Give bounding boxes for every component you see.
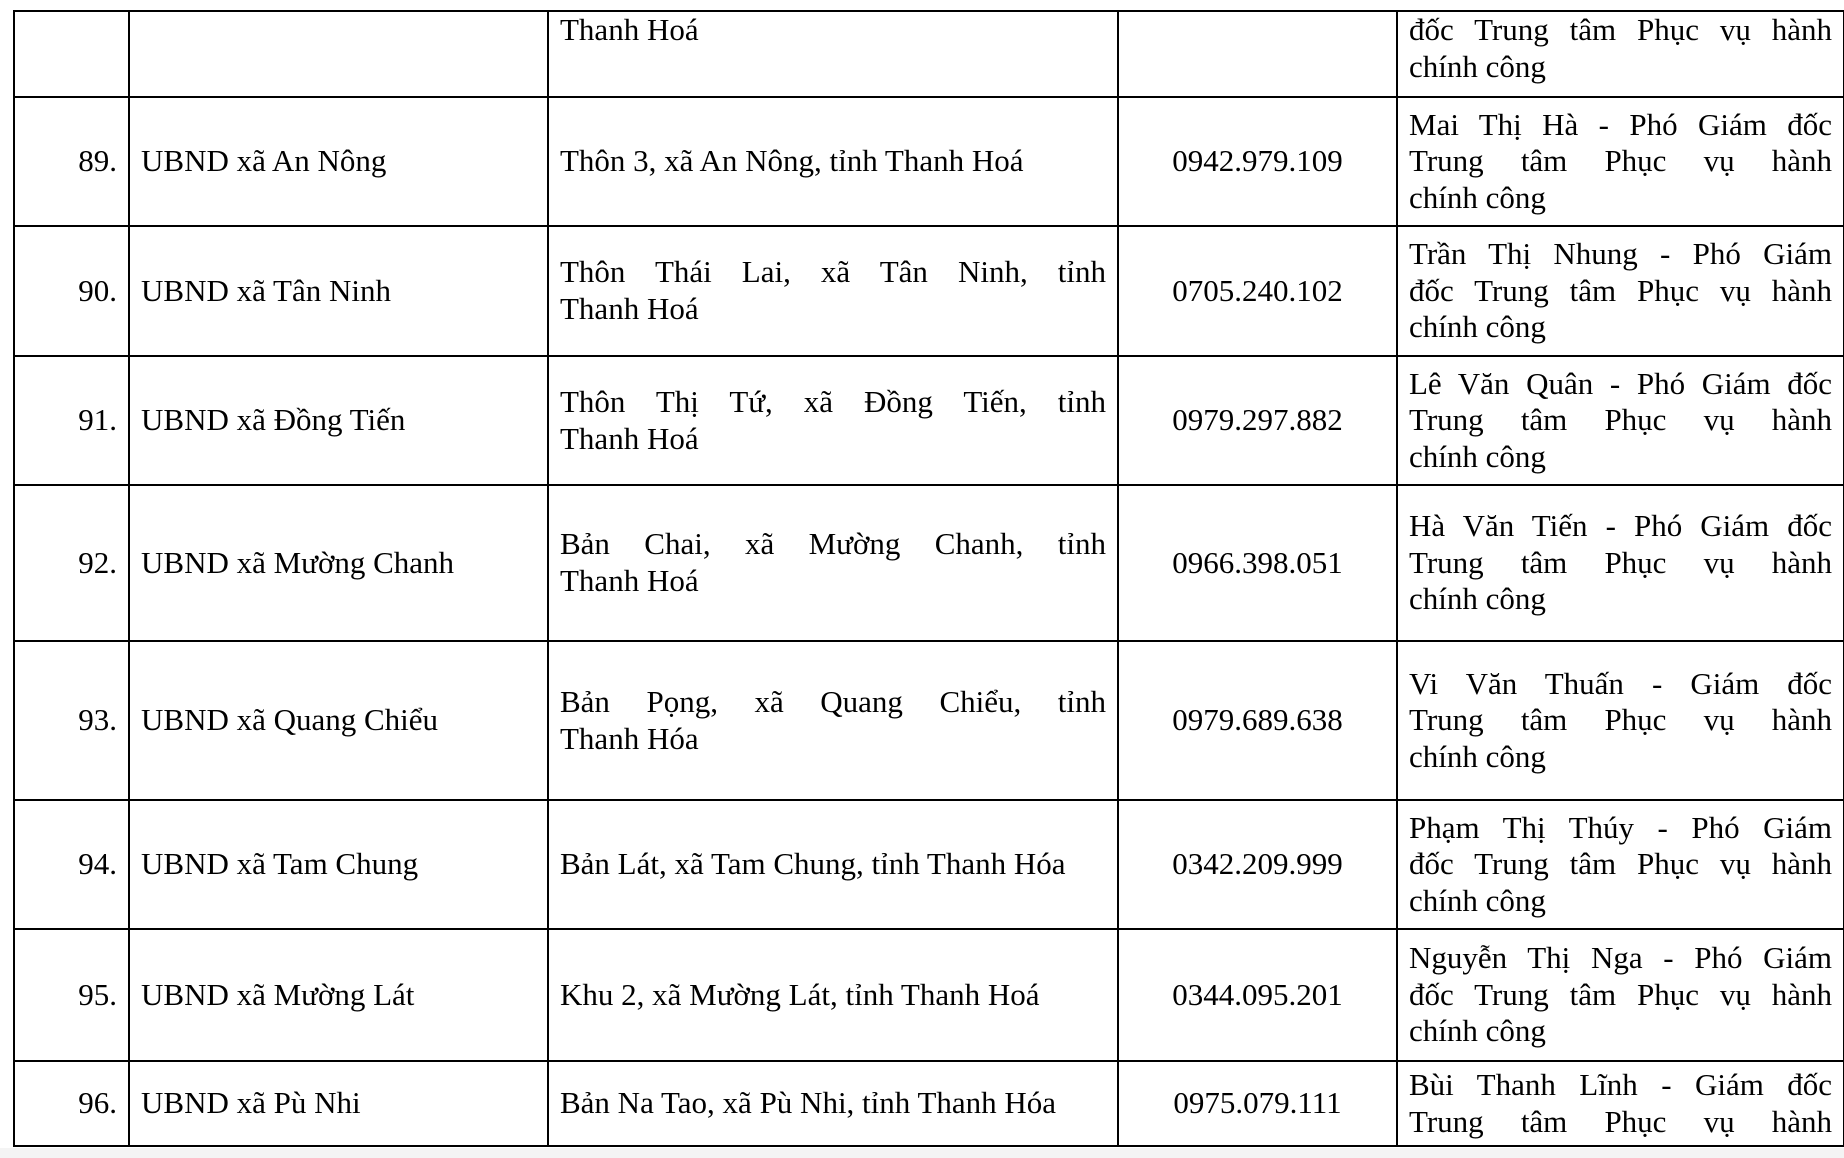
- cell-address: [548, 641, 1118, 800]
- address-line: Thanh Hóa: [560, 720, 699, 756]
- table-row-continued: [14, 11, 1844, 97]
- address-line: Thanh Hoá: [560, 420, 699, 456]
- cell-commune-name: UBND xã Tân Ninh: [129, 226, 548, 356]
- cell-commune-name: [129, 11, 548, 97]
- cell-phone: 0705.240.102: [1118, 226, 1397, 356]
- cell-number: 90.: [14, 226, 129, 356]
- official-line: Trung tâm Phục vụ hành: [1409, 702, 1832, 738]
- cell-commune-name: UBND xã Đồng Tiến: [129, 356, 548, 485]
- address-line: Thôn 3, xã An Nông, tỉnh Thanh Hoá: [560, 143, 1024, 179]
- address-line: Thôn Thị Tứ, xã Đồng Tiến, tỉnh: [560, 383, 1106, 419]
- official-line: đốc Trung tâm Phục vụ hành: [1409, 12, 1832, 47]
- cell-phone: 0975.079.111: [1118, 1061, 1397, 1146]
- table-row: [14, 97, 1844, 226]
- table-row: [14, 356, 1844, 485]
- cell-phone: 0979.297.882: [1118, 356, 1397, 485]
- cell-phone: 0342.209.999: [1118, 800, 1397, 929]
- official-line: Phạm Thị Thúy - Phó Giám: [1409, 809, 1832, 845]
- official-line: Hà Văn Tiến - Phó Giám đốc: [1409, 508, 1832, 544]
- cell-phone: 0966.398.051: [1118, 485, 1397, 641]
- official-line: Nguyễn Thị Nga - Phó Giám: [1409, 940, 1832, 976]
- address-line: Thanh Hoá: [560, 563, 699, 598]
- cell-number: 96.: [14, 1061, 129, 1146]
- cell-number: 92.: [14, 485, 129, 641]
- cell-commune-name: UBND xã An Nông: [129, 97, 548, 226]
- table-row: [14, 641, 1844, 800]
- cell-address: [548, 800, 1118, 929]
- address-line: Khu 2, xã Mường Lát, tỉnh Thanh Hoá: [560, 976, 1040, 1012]
- cell-commune-name: UBND xã Pù Nhi: [129, 1061, 548, 1146]
- cell-number: 93.: [14, 641, 129, 800]
- cell-official: [1397, 1061, 1844, 1146]
- cell-phone: [1118, 11, 1397, 97]
- cell-official: [1397, 226, 1844, 356]
- cell-phone: 0979.689.638: [1118, 641, 1397, 800]
- cell-address: [548, 1061, 1118, 1146]
- address-line: Bản Pọng, xã Quang Chiểu, tỉnh: [560, 683, 1106, 719]
- official-line: chính công: [1409, 438, 1546, 474]
- page-bottom-margin: [0, 1148, 1844, 1158]
- table-row: [14, 929, 1844, 1061]
- cell-address: [548, 11, 1118, 97]
- cell-number: 91.: [14, 356, 129, 485]
- address-line: Thanh Hoá: [560, 12, 699, 47]
- cell-number: 89.: [14, 97, 129, 226]
- official-line: Lê Văn Quân - Phó Giám đốc: [1409, 365, 1832, 401]
- official-line: đốc Trung tâm Phục vụ hành: [1409, 846, 1832, 882]
- official-line: đốc Trung tâm Phục vụ hành: [1409, 272, 1832, 308]
- table-row: [14, 800, 1844, 929]
- cell-number: 95.: [14, 929, 129, 1061]
- cell-number: [14, 11, 129, 97]
- cell-address: [548, 356, 1118, 485]
- table-row: [14, 1061, 1844, 1146]
- official-line: chính công: [1409, 1013, 1546, 1049]
- official-line: Trần Thị Nhung - Phó Giám: [1409, 236, 1832, 272]
- official-line: Trung tâm Phục vụ hành: [1409, 544, 1832, 580]
- official-line: chính công: [1409, 882, 1546, 918]
- cell-number: 94.: [14, 800, 129, 929]
- official-line: Trung tâm Phục vụ hành: [1409, 402, 1832, 438]
- cell-commune-name: UBND xã Quang Chiểu: [129, 641, 548, 800]
- official-line: chính công: [1409, 738, 1546, 774]
- official-line: chính công: [1409, 309, 1546, 345]
- cell-official: [1397, 929, 1844, 1061]
- address-line: Bản Na Tao, xã Pù Nhi, tỉnh Thanh Hóa: [560, 1085, 1057, 1121]
- cell-official: [1397, 11, 1844, 97]
- cell-official: [1397, 800, 1844, 929]
- address-line: Thanh Hoá: [560, 291, 699, 326]
- address-line: Bản Chai, xã Mường Chanh, tỉnh: [560, 526, 1106, 562]
- cell-official: [1397, 356, 1844, 485]
- official-line: Bùi Thanh Lĩnh - Giám đốc: [1409, 1066, 1832, 1102]
- cell-official: [1397, 97, 1844, 226]
- cell-official: [1397, 641, 1844, 800]
- cell-phone: 0344.095.201: [1118, 929, 1397, 1061]
- official-line: chính công: [1409, 179, 1546, 215]
- official-line: Mai Thị Hà - Phó Giám đốc: [1409, 106, 1832, 142]
- cell-official: [1397, 485, 1844, 641]
- cell-address: [548, 929, 1118, 1061]
- cell-address: [548, 97, 1118, 226]
- cell-commune-name: UBND xã Mường Lát: [129, 929, 548, 1061]
- official-line: chính công: [1409, 581, 1546, 617]
- cell-address: [548, 226, 1118, 356]
- address-line: Bản Lát, xã Tam Chung, tỉnh Thanh Hóa: [560, 846, 1066, 882]
- commune-contact-table: [13, 10, 1844, 1147]
- official-line: chính công: [1409, 48, 1546, 84]
- table-row: [14, 226, 1844, 356]
- official-line: Trung tâm Phục vụ hành: [1409, 143, 1832, 179]
- cell-phone: 0942.979.109: [1118, 97, 1397, 226]
- official-line: đốc Trung tâm Phục vụ hành: [1409, 976, 1832, 1012]
- official-line: Trung tâm Phục vụ hành: [1409, 1103, 1832, 1139]
- cell-commune-name: UBND xã Tam Chung: [129, 800, 548, 929]
- table-row: [14, 485, 1844, 641]
- cell-address: [548, 485, 1118, 641]
- official-line: Vi Văn Thuấn - Giám đốc: [1409, 665, 1832, 701]
- cell-commune-name: UBND xã Mường Chanh: [129, 485, 548, 641]
- address-line: Thôn Thái Lai, xã Tân Ninh, tỉnh: [560, 254, 1106, 290]
